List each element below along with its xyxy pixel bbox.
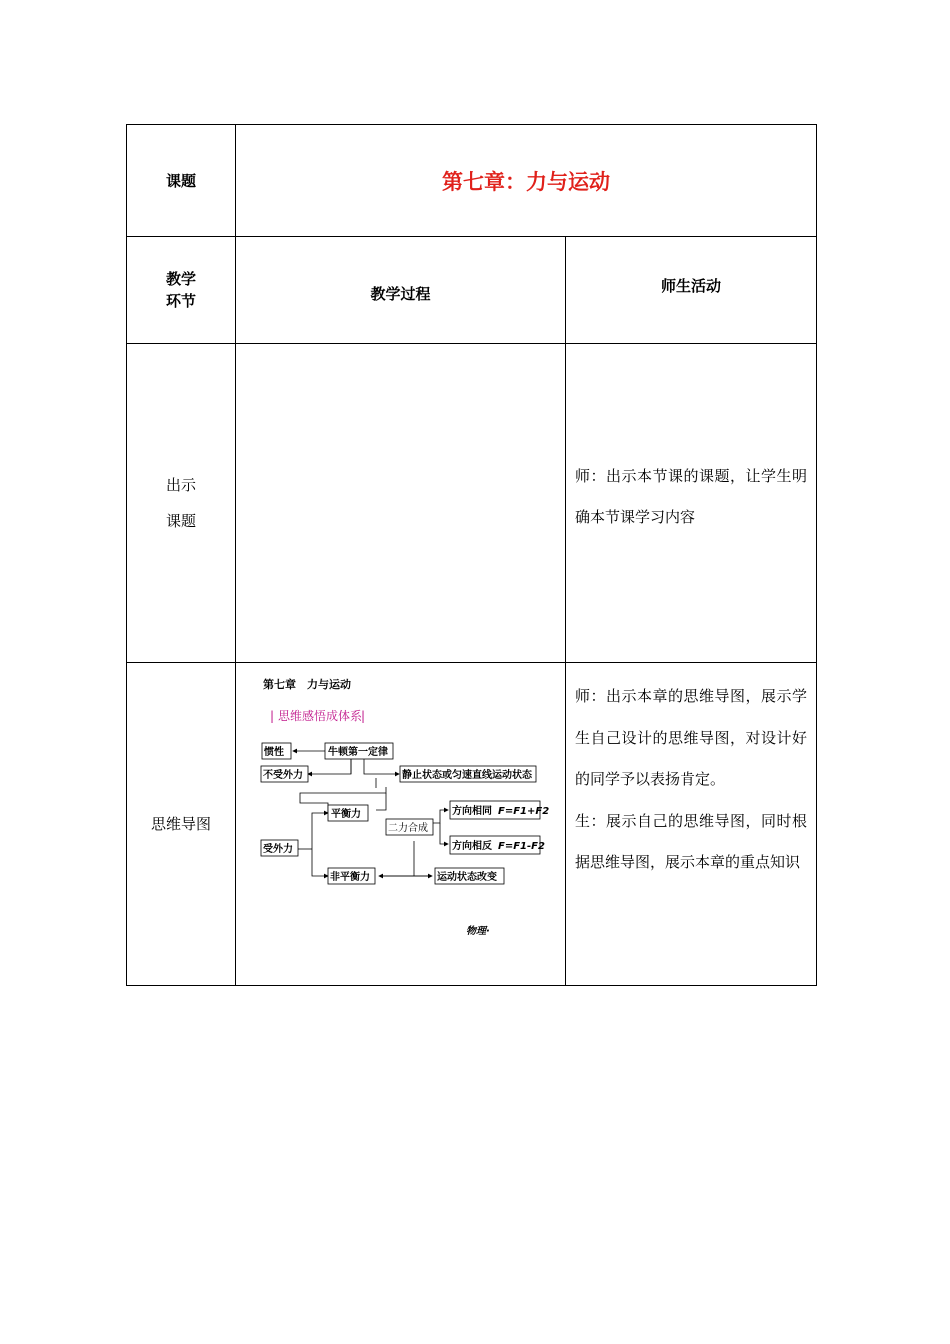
show-topic-activity-text: 师：出示本节课的课题，让学生明确本节课学习内容 — [575, 467, 807, 526]
stage-header — [127, 237, 236, 344]
show-topic-stage — [127, 344, 236, 663]
mind-map-stage: 思维导图 — [127, 663, 236, 986]
mind-map-subtitle-bar-left: | — [270, 709, 275, 723]
node-same-dir: 方向相同 — [452, 806, 492, 817]
chapter-title: 第七章：力与运动 — [236, 125, 817, 237]
show-topic-activity — [566, 344, 817, 663]
mind-map-subtitle-bar-right: | — [361, 709, 366, 723]
show-topic-stage-line2: 课题 — [165, 512, 196, 530]
show-topic-process — [236, 344, 566, 663]
node-rest-state: 静止状态或匀速直线运动状态 — [402, 770, 532, 781]
mind-map-subtitle: 思维感悟成体系 — [278, 709, 363, 723]
activity-header: 师生活动 — [566, 237, 817, 344]
lesson-plan-table — [126, 124, 817, 986]
mind-map-activity — [566, 663, 817, 986]
node-under-force: 受外力 — [263, 844, 293, 855]
node-balanced: 平衡力 — [331, 809, 361, 820]
process-header: 教学过程 — [236, 237, 566, 344]
topic-label: 课题 — [127, 125, 236, 237]
node-same-formula: F=F1+F2 — [498, 806, 550, 817]
title-row — [127, 125, 817, 237]
node-no-force: 不受外力 — [263, 770, 303, 781]
stage-header-line2: 环节 — [165, 292, 196, 310]
column-header-row — [127, 237, 817, 344]
node-two-force: 二力合成 — [388, 823, 428, 834]
show-topic-row — [127, 344, 817, 663]
mind-map-process — [236, 663, 566, 986]
node-inertia: 惯性 — [264, 747, 284, 758]
node-motion-change: 运动状态改变 — [437, 872, 497, 883]
mind-map-diagram — [236, 663, 564, 981]
mind-map-chapter: 第七章 力与运动 — [263, 678, 351, 691]
mind-map-activity-student: 生：展示自己的思维导图，同时根据思维导图，展示本章的重点知识 — [575, 811, 807, 871]
mind-map-activity-teacher: 师：出示本章的思维导图，展示学生自己设计的思维导图，对设计好的同学予以表扬肯定。 — [575, 687, 807, 788]
node-opp-formula: F=F1-F2 — [498, 841, 545, 852]
mind-map-row — [127, 663, 817, 986]
show-topic-stage-line1: 出示 — [165, 476, 196, 494]
mind-map-footer: 物理· — [466, 926, 490, 937]
node-opp-dir: 方向相反 — [452, 841, 492, 852]
node-newton-law: 牛顿第一定律 — [328, 747, 388, 758]
stage-header-line1: 教学 — [165, 270, 196, 288]
node-unbalanced: 非平衡力 — [330, 872, 370, 883]
